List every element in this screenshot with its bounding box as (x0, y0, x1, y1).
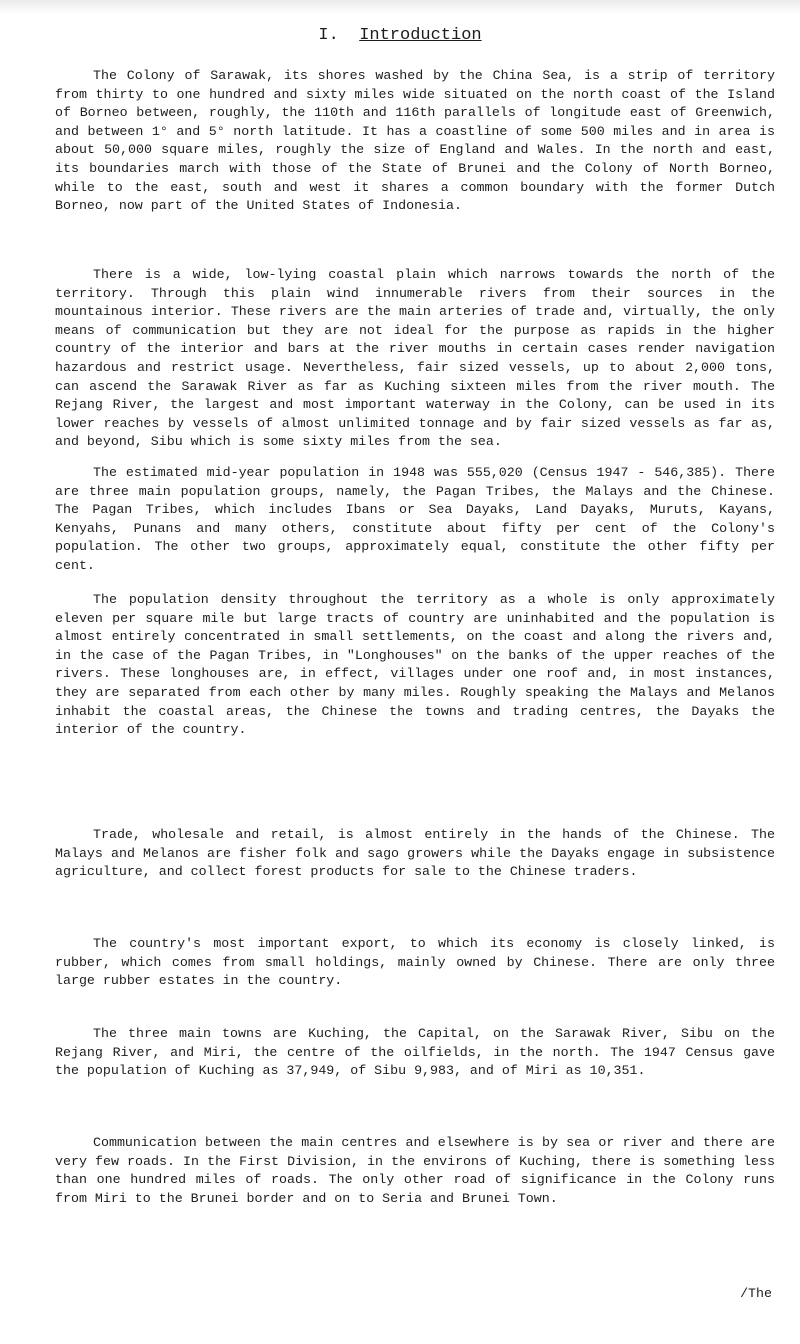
scan-edge-shadow (0, 0, 800, 14)
paragraph-geography: The Colony of Sarawak, its shores washed by the China Sea, is a strip of territory from thirty to one hundred and sixty miles wide situated on the north coast of the Island of Borneo between, roughly, the 110th and 116th parallels of longitude east of Greenwich, and between 1° and 5° north latitude. It has a coastline of some 500 miles and in area is about 50,000 square miles, roughly the size of England and Wales. In the north and east, its boundaries march with those of the State of Brunei and the Colony of North Borneo, while to the east, south and west it shares a common boundary with the former Dutch Borneo, now part of the United States of Indonesia. (55, 68, 775, 214)
paragraph-density: The population density throughout the territory as a whole is only approximately eleven per square mile but large tracts of country are uninhabited and the population is almost entirely concentrated in small settlements, on the coast and along the rivers and, in the case of the Pagan Tribes, in "Longhouses" on the banks of the upper reaches of the rivers. These longhouses are, in effect, villages under one roof and, in most instances, they are separated from each other by many miles. Roughly speaking the Malays and Melanos inhabit the coastal areas, the Chinese the towns and trading centres, the Dayaks the interior of the country. (55, 592, 775, 738)
paragraph-towns: The three main towns are Kuching, the Capital, on the Sarawak River, Sibu on the Rejang River, and Miri, the centre of the oilfields, in the north. The 1947 Census gave the population of Kuching as 37,949, of Sibu 9,983, and of Miri as 10,351. (55, 1026, 775, 1079)
section-title: Introduction (359, 26, 482, 45)
paragraph-communication: Communication between the main centres and elsewhere is by sea or river and there are very few roads. In the First Division, in the environs of Kuching, there is something less than one hundred miles of roads. The only other road of significance in the Colony runs from Miri to the Brunei border and on to Seria and Brunei Town. (55, 1135, 775, 1206)
paragraph-population: The estimated mid-year population in 1948 was 555,020 (Census 1947 - 546,385). There are three main population groups, namely, the Pagan Tribes, the Malays and the Chinese. The Pagan Tribes, which includes Ibans or Sea Dayaks, Land Dayaks, Muruts, Kayans, Kenyahs, Punans and many others, constitute about fifty per cent of the Colony's population. The other two groups, approximately equal, constitute the other fifty per cent. (55, 465, 775, 573)
paragraph-trade: Trade, wholesale and retail, is almost entirely in the hands of the Chinese. The Malays and Melanos are fisher folk and sago growers while the Dayaks engage in subsistence agriculture, and collect forest products for sale to the Chinese traders. (55, 827, 775, 880)
catchword: /The (740, 1286, 772, 1301)
paragraph-export: The country's most important export, to which its economy is closely linked, is rubber, which comes from small holdings, mainly owned by Chinese. There are only three large rubber estates in the country. (55, 936, 775, 989)
section-heading (0, 26, 800, 45)
section-number: I. (318, 26, 339, 45)
paragraph-rivers: There is a wide, low-lying coastal plain which narrows towards the north of the territory. Through this plain wind innumerable rivers from their sources in the mountainous interior. These rivers are the main arteries of trade and, virtually, the only means of communication but they are not ideal for the purpose as rapids in the higher country of the interior and bars at the river mouths in certain cases render navigation hazardous and restrict usage. Nevertheless, fair sized vessels, up to about 2,000 tons, can ascend the Sarawak River as far as Kuching sixteen miles from the river mouth. The Rejang River, the largest and most important waterway in the Colony, can be used in its lower reaches by vessels of almost unlimited tonnage and by fair sized vessels as far as, and beyond, Sibu which is some sixty miles from the sea. (55, 267, 775, 450)
